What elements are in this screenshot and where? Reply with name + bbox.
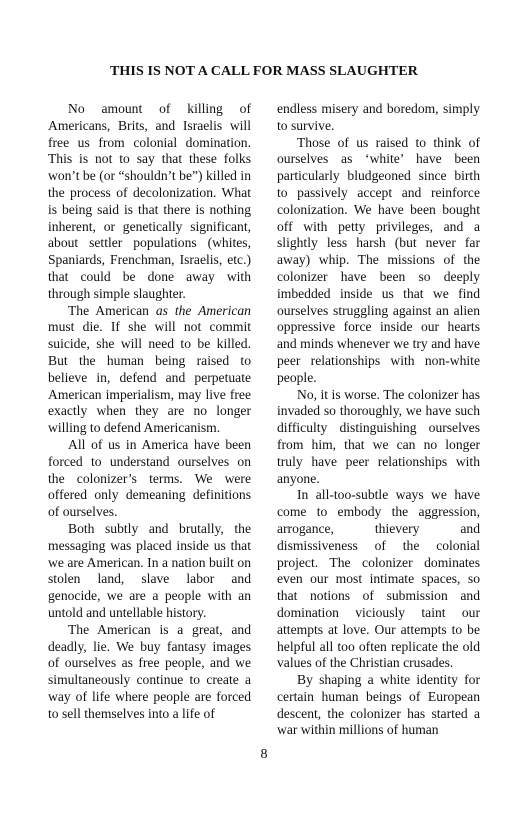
page-title: THIS IS NOT A CALL FOR MASS SLAUGHTER — [109, 64, 419, 79]
italic-phrase: as the American — [155, 302, 251, 318]
paragraph: Those of us raised to think of ourselves as ‘white’ have been particularly bludgeoned since birth to passively accept and reinforce colonization. We have been bought off with petty privileges, and a slightly less harsh (but never far away) whip. The missions of the colonizer have been so deeply imbedded inside us that we find ourselves struggling against an alien oppressive force inside our hearts and minds whenever we try and have peer relationships with non-white people. — [277, 134, 480, 385]
paragraph-text: must die. If she will not commit suicide, she will need to be killed. But the human being raised to believe in, defend and perpetuate American imperialism, may live free exactly when they are no longer willing to defend Americanism. — [48, 319, 251, 436]
paragraph-continuation: endless misery and boredom, simply to survive. — [277, 101, 480, 133]
paragraph-text: The American — [68, 302, 156, 318]
page-number: 8 — [260, 747, 268, 762]
paragraph: Both subtly and brutally, the messaging was placed inside us that we are American. In a nation built on stolen land, slave labor and genocide, we are a people with an untold and untellable history. — [48, 520, 251, 620]
right-column — [277, 101, 480, 739]
paragraph: All of us in America have been forced to understand ourselves on the colonizer’s terms. We were offered only demeaning definitions of ourselves. — [48, 436, 251, 520]
paragraph: By shaping a white identity for certain human beings of European descent, the colonizer has started a war within millions of human — [277, 672, 480, 738]
paragraph: No, it is worse. The colonizer has invaded so thoroughly, we have such difficulty distinguishing ourselves from him, that we can no longer truly have peer relationships with anyone. — [277, 386, 480, 486]
paragraph — [48, 303, 251, 437]
left-column — [48, 101, 251, 722]
paragraph: No amount of killing of Americans, Brits, and Israelis will free us from colonial domination. This is not to say that these folks won’t be (or “shouldn’t be”) killed in the process of decolonization. What is being said is that there is nothing inherent, or genetically significant, about settler populations (whites, Spaniards, Frenchman, Israelis, etc.) that could be done away with through simple slaughter. — [48, 101, 251, 301]
paragraph: The American is a great, and deadly, lie. We buy fantasy images of ourselves as free people, and we simultaneously continue to create a way of life where people are forced to sell themselves into a life of — [48, 621, 251, 721]
paragraph: In all-too-subtle ways we have come to embody the aggression, arrogance, thievery and dismissiveness of the colonial project. The colonizer dominates even our most intimate spaces, so that notions of submission and domination viciously taint our attempts at love. Our attempts to be helpful all too often replicate the old values of the Christian crusades. — [277, 487, 480, 671]
